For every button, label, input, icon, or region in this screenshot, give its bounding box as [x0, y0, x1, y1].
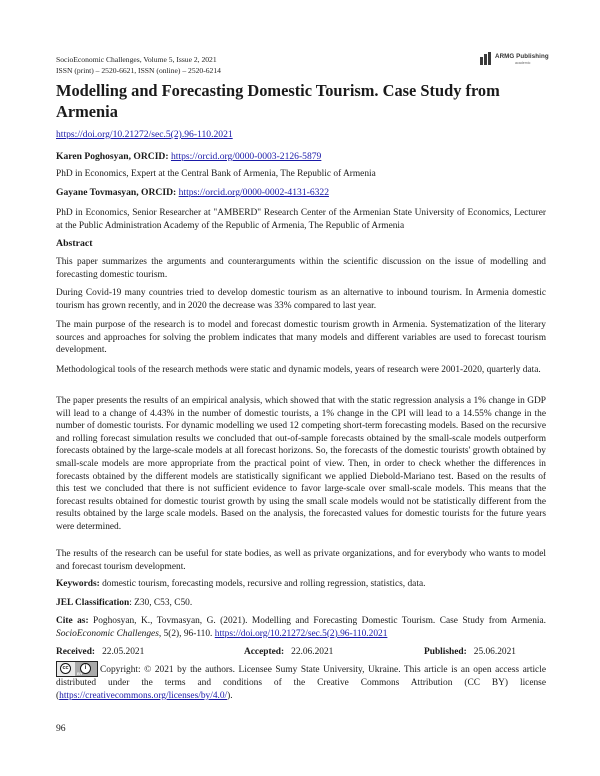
copyright-notice [56, 664, 546, 702]
doi-link[interactable]: https://doi.org/10.21272/sec.5(2).96-110.2021 [56, 129, 233, 140]
accepted-value: 22.06.2021 [291, 647, 334, 657]
author-2-affiliation: PhD in Economics, Senior Researcher at "AMBERD" Research Center of the Armenian State University of Economics, Lecturer at the Public Administration Academy of the Republic of Armenia, The Republic of Armenia [56, 208, 546, 231]
journal-issn-line: ISSN (print) – 2520-6621, ISSN (online) – 2520-6214 [56, 66, 221, 75]
jel-classification [56, 597, 546, 610]
jel-label: JEL Classification [56, 598, 130, 608]
cite-details: , 5(2), 96-110. [158, 628, 215, 639]
cite-journal: SocioEconomic Challenges [56, 628, 159, 639]
published-date [424, 647, 516, 657]
author-2-name: Gayane Tovmasyan, ORCID: [56, 187, 177, 198]
attribution-person-icon: i [80, 663, 91, 674]
keywords [56, 578, 546, 591]
published-label: Published: [424, 647, 467, 657]
abstract-paragraph-3: The main purpose of the research is to model and forecast domestic tourism growth in Armenia. Systematization of the literary sources and approaches for solving the problem indicates that many models and different variables are used to forecast tourism development. [56, 320, 546, 356]
author-1-name: Karen Poghosyan, ORCID: [56, 151, 169, 162]
cite-label: Cite as: [56, 616, 89, 626]
author-1-orcid-link[interactable]: https://orcid.org/0000-0003-2126-5879 [170, 151, 322, 162]
keywords-text: domestic tourism, forecasting models, recursive and rolling regression, statistics, data. [102, 579, 426, 589]
author-1 [56, 151, 321, 162]
cc-symbol-icon: cc [60, 663, 71, 674]
received-date [56, 647, 144, 657]
license-text-end: ). [227, 690, 233, 701]
cite-doi-link[interactable]: https://doi.org/10.21272/sec.5(2).96-110.2021 [214, 628, 388, 639]
abstract-paragraph-4: Methodological tools of the research methods were static and dynamic models, years of research were 2001-2020, quarterly data. [56, 365, 541, 375]
article-doi [56, 129, 233, 140]
received-value: 22.05.2021 [102, 647, 145, 657]
author-2-orcid-link[interactable]: https://orcid.org/0000-0002-4131-6322 [178, 187, 330, 198]
author-2 [56, 187, 329, 198]
page-number: 96 [56, 723, 66, 734]
abstract-paragraph-1: This paper summarizes the arguments and counterarguments within the scientific discussion on the issue of modelling and forecasting domestic tourism. [56, 257, 546, 280]
publisher-subtitle: academic [515, 61, 531, 65]
cite-as [56, 615, 546, 640]
journal-header [56, 54, 221, 76]
abstract-heading: Abstract [56, 238, 93, 249]
abstract-paragraph-5: The paper presents the results of an empirical analysis, which showed that with the static regression analysis a 1% change in GDP will lead to a change of 4.43% in the number of domestic tourists, a 1% change in the CPI will lead to a 14.55% change in the number of domestic tourists. For dynamic modelling we used 12 competing short-term forecasting models. Based on the recursive and rolling forecast simulation results we concluded that out-of-sample forecasts obtained by the small-scale models outperform forecasts obtained by the large-scale models at all forecast horizons. So, the forecasts of the domestic tourists' growth obtained by small-scale models are more appropriate from the practical point of view. Then, in order to check whether the differences in forecasts obtained by the different models are statistically significant we applied Diebold-Mariano test. Based on the results of this test we concluded that there is not sufficient evidence to favor large-scale over small-scale models. This means that the forecast results obtained for domestic tourist growth by using the small scale models would not be statistically different from the results obtained by the large scale models. Based on the analysis, the forecasted values for domestic tourists for the future years were determined. [56, 396, 546, 532]
published-value: 25.06.2021 [473, 647, 516, 657]
received-label: Received: [56, 647, 96, 657]
abstract-paragraph-6: The results of the research can be useful for state bodies, as well as private organizations, and for everybody who wants to model and forecast tourism development. [56, 549, 546, 572]
accepted-date [244, 647, 333, 657]
journal-issue-line: SocioEconomic Challenges, Volume 5, Issue 2, 2021 [56, 55, 217, 64]
license-text: Copyright: © 2021 by the authors. Licensee Sumy State University, Ukraine. This article is an open access article distributed under the terms and conditions of the Creative Commons Attribution (CC BY) license ( [56, 665, 546, 701]
jel-codes: : Z30, C53, C50. [129, 598, 193, 608]
cite-text: Poghosyan, K., Tovmasyan, G. (2021). Modelling and Forecasting Domestic Tourism. Case Study from Armenia. [93, 616, 547, 626]
cc-by-label: BY [77, 671, 83, 676]
publisher-name: ARMG Publishing [495, 53, 549, 60]
author-1-affiliation: PhD in Economics, Expert at the Central Bank of Armenia, The Republic of Armenia [56, 169, 376, 179]
publisher-logo [480, 52, 550, 74]
article-title: Modelling and Forecasting Domestic Tourism. Case Study from Armenia [56, 81, 500, 121]
license-link[interactable]: https://creativecommons.org/licenses/by/4.0/ [59, 690, 228, 701]
abstract-paragraph-2: During Covid-19 many countries tried to develop domestic tourism as an alternative to inbound tourism. In Armenia domestic tourism has grown recently, and in 2020 the decrease was 33% compared to last year. [56, 288, 546, 311]
accepted-label: Accepted: [244, 647, 285, 657]
cc-by-license-icon[interactable] [56, 661, 98, 677]
keywords-label: Keywords: [56, 579, 100, 589]
publisher-logo-icon [480, 52, 492, 65]
